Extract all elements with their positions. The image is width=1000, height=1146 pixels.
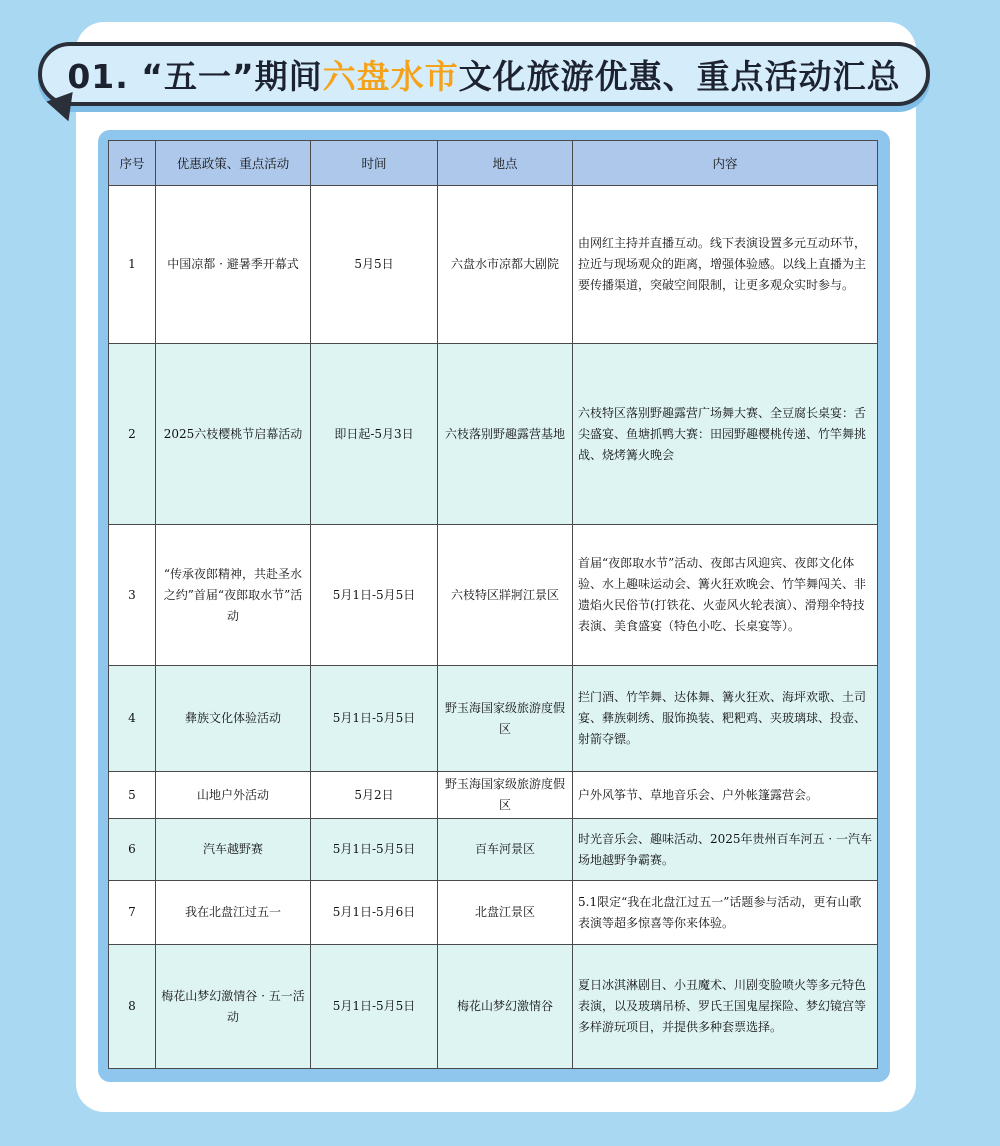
cell-content: 六枝特区落别野趣露营广场舞大赛、全豆腐长桌宴：舌尖盛宴、鱼塘抓鸭大赛：田园野趣樱桃传递、竹竿舞挑战、烧烤篝火晚会 [573, 344, 878, 525]
table-row [109, 186, 878, 344]
cell-time: 5月1日-5月5日 [311, 666, 438, 772]
cell-place: 北盘江景区 [438, 881, 573, 945]
table-row [109, 772, 878, 819]
table-row [109, 344, 878, 525]
cell-activity: 彝族文化体验活动 [156, 666, 311, 772]
cell-activity: 中国凉都 · 避暑季开幕式 [156, 186, 311, 344]
cell-time: 5月1日-5月5日 [311, 945, 438, 1069]
cell-content: 户外风筝节、草地音乐会、户外帐篷露营会。 [573, 772, 878, 819]
title-suffix: 文化旅游优惠、重点活动汇总 [458, 56, 901, 96]
cell-no: 2 [109, 344, 156, 525]
cell-place: 六枝落别野趣露营基地 [438, 344, 573, 525]
cell-no: 1 [109, 186, 156, 344]
cell-time: 5月1日-5月5日 [311, 525, 438, 666]
cell-content: 5.1限定“我在北盘江过五一”话题参与活动，更有山歌表演等超多惊喜等你来体验。 [573, 881, 878, 945]
header-activity: 优惠政策、重点活动 [156, 141, 311, 186]
cell-activity: 我在北盘江过五一 [156, 881, 311, 945]
cell-no: 5 [109, 772, 156, 819]
header-time: 时间 [311, 141, 438, 186]
cell-place: 梅花山梦幻激情谷 [438, 945, 573, 1069]
header-place: 地点 [438, 141, 573, 186]
cell-activity: 山地户外活动 [156, 772, 311, 819]
title-highlight: 六盘水市 [322, 56, 459, 96]
cell-place: 野玉海国家级旅游度假区 [438, 666, 573, 772]
cell-activity: 梅花山梦幻激情谷 · 五一活动 [156, 945, 311, 1069]
page-title [42, 46, 926, 102]
cell-time: 5月1日-5月6日 [311, 881, 438, 945]
cell-no: 3 [109, 525, 156, 666]
cell-no: 4 [109, 666, 156, 772]
cell-no: 8 [109, 945, 156, 1069]
cell-no: 6 [109, 819, 156, 881]
header-content: 内容 [573, 141, 878, 186]
cell-content: 夏日冰淇淋剧目、小丑魔术、川剧变脸喷火等多元特色表演，以及玻璃吊桥、罗氏王国鬼屋探险、梦幻镜宫等多样游玩项目，并提供多种套票选择。 [573, 945, 878, 1069]
cell-place: 百车河景区 [438, 819, 573, 881]
cell-activity: 汽车越野赛 [156, 819, 311, 881]
cell-activity: 2025六枝樱桃节启幕活动 [156, 344, 311, 525]
activities-table [108, 140, 878, 1069]
table-row [109, 945, 878, 1069]
cell-time: 5月2日 [311, 772, 438, 819]
cell-time: 即日起-5月3日 [311, 344, 438, 525]
header-no: 序号 [109, 141, 156, 186]
cell-place: 六枝特区牂牁江景区 [438, 525, 573, 666]
table-row [109, 666, 878, 772]
cell-place: 野玉海国家级旅游度假区 [438, 772, 573, 819]
table-panel [98, 130, 890, 1082]
title-prefix: 01. “五一”期间 [67, 56, 323, 96]
cell-time: 5月1日-5月5日 [311, 819, 438, 881]
cell-content: 拦门酒、竹竿舞、达体舞、篝火狂欢、海坪欢歌、土司宴、彝族刺绣、服饰换装、粑粑鸡、夹玻璃球、投壶、射箭夺镖。 [573, 666, 878, 772]
title-banner [38, 42, 930, 106]
cell-content: 首届“夜郎取水节”活动、夜郎古风迎宾、夜郎文化体验、水上趣味运动会、篝火狂欢晚会、竹竿舞闯关、非遗焰火民俗节(打铁花、火壶风火轮表演）、滑翔伞特技表演、美食盛宴（特色小吃、长桌宴等）。 [573, 525, 878, 666]
cell-place: 六盘水市凉都大剧院 [438, 186, 573, 344]
cell-content: 由网红主持并直播互动。线下表演设置多元互动环节，拉近与现场观众的距离，增强体验感。以线上直播为主要传播渠道，突破空间限制，让更多观众实时参与。 [573, 186, 878, 344]
table-header-row [109, 141, 878, 186]
table-row [109, 819, 878, 881]
table-row [109, 881, 878, 945]
cell-activity: “传承夜郎精神，共赴圣水之约”首届“夜郎取水节”活动 [156, 525, 311, 666]
cell-no: 7 [109, 881, 156, 945]
cell-content: 时光音乐会、趣味活动、2025年贵州百车河五 · 一汽车场地越野争霸赛。 [573, 819, 878, 881]
cell-time: 5月5日 [311, 186, 438, 344]
table-row [109, 525, 878, 666]
